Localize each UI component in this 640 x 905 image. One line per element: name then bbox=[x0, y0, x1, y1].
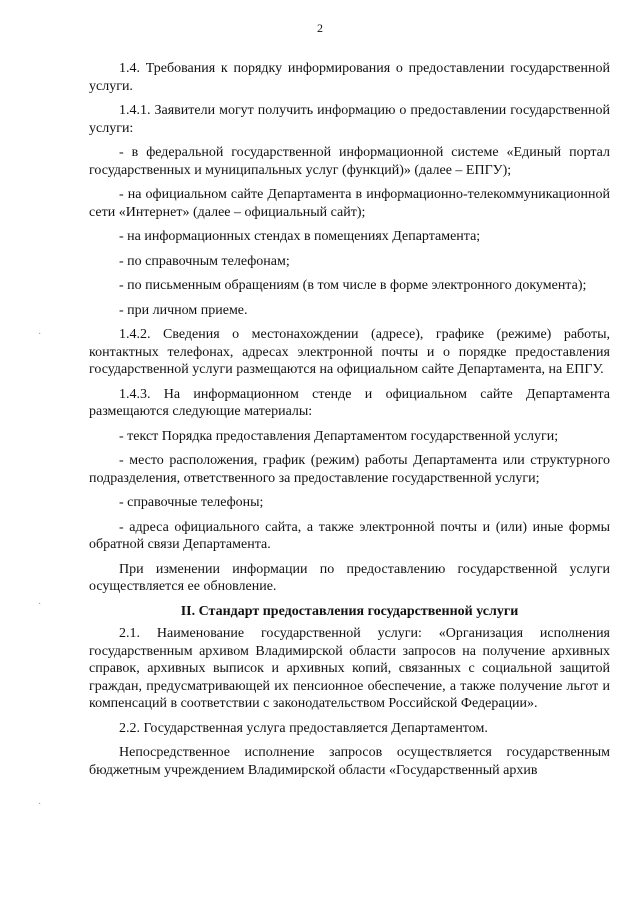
paragraph-info-update: При изменении информации по предоставлению государственной услуги осуществляется ее обновление. bbox=[89, 561, 610, 594]
section-heading: II. Стандарт предоставления государственной услуги bbox=[180, 603, 519, 619]
margin-mark: · bbox=[38, 329, 42, 340]
list-item-written-requests: - по письменным обращениям (в том числе в форме электронного документа); bbox=[119, 278, 587, 293]
list-item-phones: - по справочным телефонам; bbox=[119, 253, 290, 269]
list-item-official-site: - на официальном сайте Департамента в информационно-телекоммуникационной сети «Интернет» (далее – официальный сайт); bbox=[89, 187, 610, 220]
paragraph-1-4-2: 1.4.2. Сведения о местонахождении (адресе), графике (режиме) работы, контактных телефонах, адресах электронной почты и о порядке предоставления государственной услуги размещаются на официальном сайте Департамента, на ЕПГУ. bbox=[89, 327, 610, 377]
paragraph-2-1: 2.1. Наименование государственной услуги: «Организация исполнения государственным архивом Владимирской области запросов на получение архивных справок, архивных выписок и архивных копий, связанных с социальной защитой граждан, предусматривающей их пенсионное обеспечение, а также получение льгот и компенсаций в соответствии с законодательством Российской Федерации». bbox=[89, 626, 610, 711]
list-item-epgu: - в федеральной государственной информационной системе «Единый портал государственных и муниципальных услуг (функций)» (далее – ЕПГУ); bbox=[89, 145, 610, 178]
list-item-addresses: - адреса официального сайта, а также электронной почты и (или) иные формы обратной связи Департамента. bbox=[89, 519, 610, 552]
paragraph-2-2: 2.2. Государственная услуга предоставляется Департаментом. bbox=[119, 720, 488, 736]
margin-mark: · bbox=[38, 799, 42, 810]
list-item-reference-phones: - справочные телефоны; bbox=[119, 495, 264, 510]
paragraph-1-4-1: 1.4.1. Заявители могут получить информацию о предоставлении государственной услуги: bbox=[89, 103, 610, 136]
list-item-procedure-text: - текст Порядка предоставления Департаментом государственной услуги; bbox=[119, 428, 559, 444]
document-body bbox=[89, 60, 610, 786]
paragraph-direct-execution: Непосредственное исполнение запросов осуществляется государственным бюджетным учреждением Владимирской области «Государственный архив bbox=[89, 745, 610, 778]
margin-mark: · bbox=[38, 599, 42, 610]
paragraph-1-4-3: 1.4.3. На информационном стенде и официальном сайте Департамента размещаются следующие материалы: bbox=[89, 386, 610, 419]
paragraph-1-4: 1.4. Требования к порядку информирования о предоставлении государственной услуги. bbox=[89, 61, 610, 94]
list-item-personal-reception: - при личном приеме. bbox=[119, 302, 248, 318]
list-item-location-schedule: - место расположения, график (режим) работы Департамента или структурного подразделения, ответственного за предоставление государственной услуги; bbox=[89, 453, 610, 486]
page-number: 2 bbox=[317, 21, 323, 35]
list-item-info-stands: - на информационных стендах в помещениях Департамента; bbox=[119, 229, 481, 244]
